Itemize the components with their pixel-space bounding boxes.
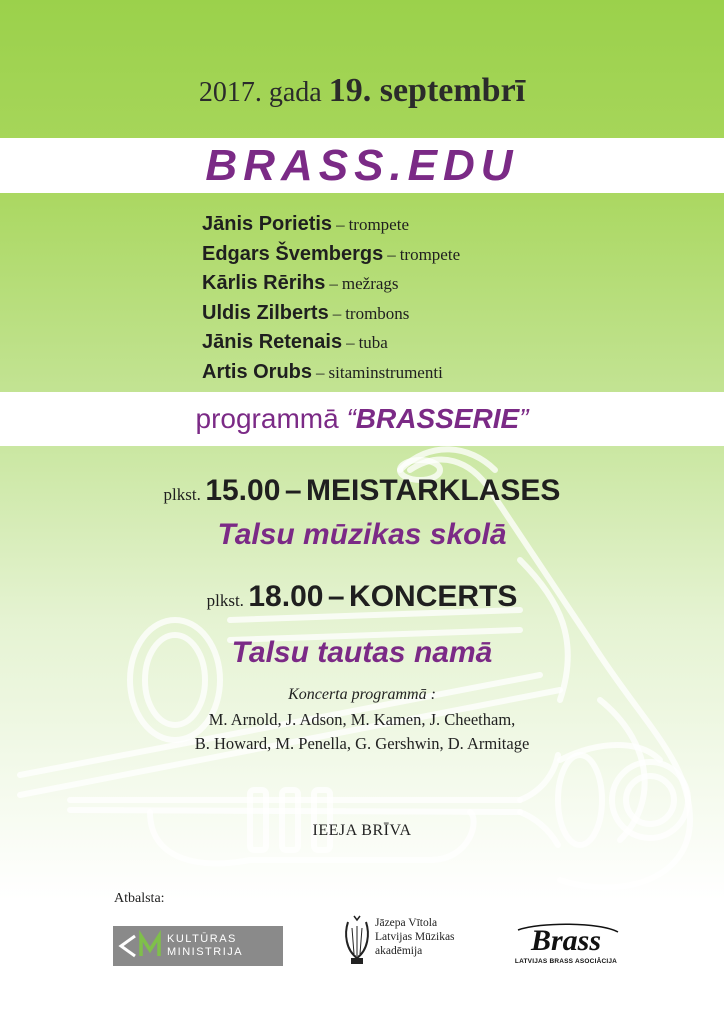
member-role: tuba: [358, 333, 388, 352]
ensemble-title: BRASS.EDU: [205, 141, 519, 190]
composers-line: B. Howard, M. Penella, G. Gershwin, D. Armitage: [194, 734, 530, 753]
support-label: Atbalsta:: [114, 891, 165, 906]
km-line: KULTŪRAS: [167, 933, 237, 945]
event-date: [0, 72, 724, 110]
member-dash: –: [316, 362, 325, 382]
program-name: BRASSERIE: [355, 403, 520, 434]
member-dash: –: [332, 303, 342, 323]
ministry-of-culture-logo: [113, 926, 283, 966]
program-line: [0, 392, 724, 446]
member-name: Jānis Retenais: [202, 331, 343, 353]
event-masterclass: [0, 474, 724, 508]
member-row: [202, 210, 622, 240]
lyre-icon: [342, 914, 372, 970]
event-dash: –: [327, 580, 345, 613]
member-name: Kārlis Rērihs: [202, 272, 326, 294]
event-venue: Talsu mūzikas skolā: [217, 518, 507, 551]
event-dash: –: [284, 474, 302, 507]
event-time: 15.00: [205, 474, 281, 507]
entry-free: IEEJA BRĪVA: [312, 822, 412, 839]
brass-association-subtitle: LATVIJAS BRASS ASOCIĀCIJA: [514, 958, 618, 965]
event-prefix: plkst.: [206, 591, 244, 610]
event-venue: Talsu tautas namā: [231, 636, 493, 669]
concert-program-title: Koncerta programmā :: [288, 686, 436, 703]
member-row: [202, 269, 622, 299]
event-time: 18.00: [248, 580, 324, 613]
km-line: MINISTRIJA: [167, 946, 244, 958]
event-prefix: plkst.: [163, 485, 201, 504]
composers-line: M. Arnold, J. Adson, M. Kamen, J. Cheetham,: [208, 710, 516, 729]
member-row: [202, 299, 622, 329]
academy-line: Latvijas Mūzikas: [375, 931, 455, 943]
member-role: mežrags: [341, 274, 399, 293]
members-list: [202, 210, 622, 387]
member-dash: –: [346, 333, 355, 352]
event-name: MEISTARKLASES: [305, 474, 561, 507]
member-role: trompete: [399, 244, 461, 264]
event-concert: [0, 580, 724, 614]
date-prefix: 2017. gada: [198, 77, 322, 108]
member-row: [202, 240, 622, 270]
program-label: programmā: [195, 403, 339, 434]
member-row: [202, 328, 622, 358]
member-dash: –: [387, 244, 396, 264]
member-role: trompete: [348, 215, 409, 234]
brass-association-logo: [510, 922, 622, 970]
close-quote: ”: [519, 403, 529, 434]
academy-line: akadēmija: [375, 945, 423, 957]
member-name: Edgars Švembergs: [202, 242, 384, 265]
date-main: 19. septembrī: [328, 72, 526, 109]
event-name: KONCERTS: [349, 580, 518, 613]
open-quote: “: [346, 403, 356, 434]
composers-list: [0, 708, 724, 756]
member-role: trombons: [345, 303, 410, 323]
member-dash: –: [329, 274, 338, 293]
member-name: Uldis Zilberts: [202, 301, 329, 324]
member-role: sitaminstrumenti: [328, 362, 443, 382]
brass-wordmark: [510, 922, 622, 958]
member-name: Artis Orubs: [202, 360, 313, 383]
member-row: [202, 358, 622, 388]
academy-line: Jāzepa Vītola: [375, 917, 438, 929]
member-dash: –: [336, 215, 345, 234]
km-mark-icon: [113, 926, 167, 966]
member-name: Jānis Porietis: [202, 213, 333, 235]
music-academy-logo: [340, 912, 480, 972]
brass-logo-text: Brass: [530, 924, 602, 957]
